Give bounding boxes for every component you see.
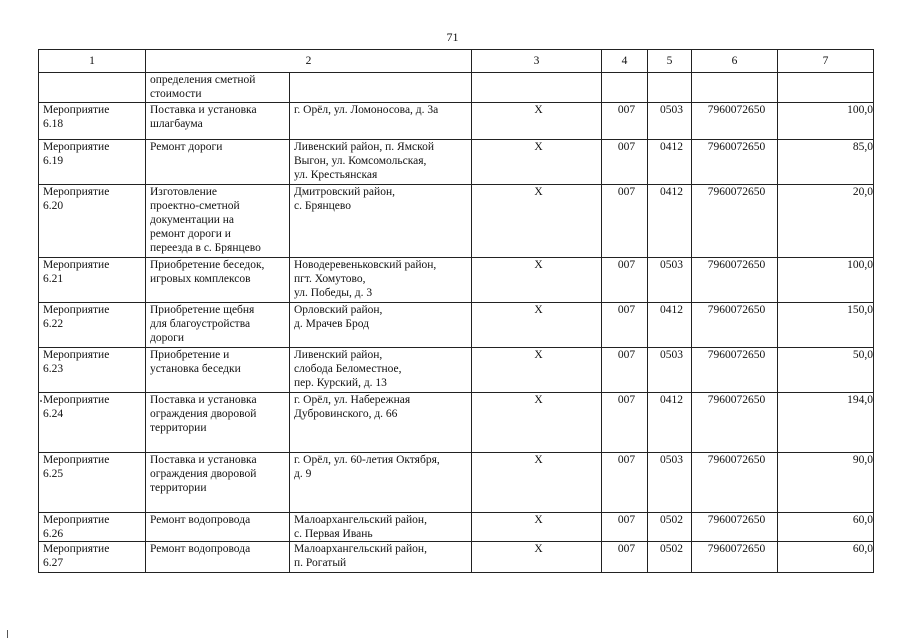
cell-event-id-line: Мероприятие — [43, 543, 110, 555]
cell-event-description-line: ремонт дороги и — [150, 228, 231, 240]
cell-col6: 7960072650 — [692, 185, 778, 258]
cell-event-address-line: пгт. Хомутово, — [294, 273, 366, 285]
cell-event-id — [39, 140, 146, 185]
header-cell-2: 2 — [146, 50, 472, 73]
cell-event-id-line: Мероприятие — [43, 454, 110, 466]
cell-col3 — [472, 73, 602, 103]
cell-event-description-line: Ремонт водопровода — [150, 543, 251, 555]
cell-col5: 0502 — [648, 542, 692, 573]
cell-event-address-line: д. Мрачев Брод — [294, 318, 370, 330]
cell-amount: 50,0 — [778, 348, 874, 393]
cell-amount: 60,0 — [778, 542, 874, 573]
cell-event-id-line: 6.24 — [43, 408, 64, 420]
budget-table — [38, 49, 874, 573]
cell-amount: 194,0 — [778, 393, 874, 453]
cell-event-address — [290, 140, 472, 185]
cell-event-description-line: Ремонт дороги — [150, 141, 223, 153]
cell-col5: 0412 — [648, 303, 692, 348]
cell-col5: 0412 — [648, 185, 692, 258]
cell-event-address — [290, 73, 472, 103]
cell-col4: 007 — [602, 303, 648, 348]
cell-amount: 100,0 — [778, 103, 874, 140]
cell-event-description-line: Поставка и установка — [150, 104, 257, 116]
cell-event-address-line: пер. Курский, д. 13 — [294, 377, 387, 389]
cell-event-id-line: Мероприятие — [43, 514, 110, 526]
cell-event-description-line: переезда в с. Брянцево — [150, 242, 261, 254]
cell-event-address-line: Новодеревеньковский район, — [294, 259, 437, 271]
cell-event-id — [39, 393, 146, 453]
cell-event-address-line: г. Орёл, ул. Ломоносова, д. 3а — [294, 104, 439, 116]
cell-col5: 0503 — [648, 453, 692, 513]
cell-event-description-line: документации на — [150, 214, 235, 226]
cell-event-id-line: Мероприятие — [43, 186, 110, 198]
table-body — [39, 50, 874, 573]
cell-col4: 007 — [602, 513, 648, 542]
cell-event-id-line: 6.20 — [43, 200, 64, 212]
cell-event-description-line: шлагбаума — [150, 118, 203, 130]
cell-event-description — [146, 393, 290, 453]
cell-event-description — [146, 303, 290, 348]
cell-event-address-line: ул. Крестьянская — [294, 169, 378, 181]
header-cell-6: 6 — [692, 50, 778, 73]
cell-event-id-line: 6.27 — [43, 557, 64, 569]
cell-event-description — [146, 258, 290, 303]
cell-event-address-line: п. Рогатый — [294, 557, 347, 569]
cell-event-id-line: Мероприятие — [43, 104, 110, 116]
cell-col3: X — [472, 258, 602, 303]
cell-event-description-line: дороги — [150, 332, 184, 344]
cell-col4 — [602, 73, 648, 103]
cell-col5: 0503 — [648, 258, 692, 303]
header-cell-1: 1 — [39, 50, 146, 73]
cell-col4: 007 — [602, 258, 648, 303]
cell-event-address-line: г. Орёл, ул. Набережная — [294, 394, 411, 406]
cell-col3: X — [472, 185, 602, 258]
cell-event-id-line: 6.18 — [43, 118, 64, 130]
table-row — [39, 73, 874, 103]
cell-col3: X — [472, 303, 602, 348]
cell-event-address-line: Ливенский район, — [294, 349, 383, 361]
cell-event-description-line: Приобретение и — [150, 349, 230, 361]
cell-event-description — [146, 140, 290, 185]
cell-event-address-line: слобода Беломестное, — [294, 363, 402, 375]
cell-event-address — [290, 303, 472, 348]
header-cell-5: 5 — [648, 50, 692, 73]
cell-event-id-line: 6.22 — [43, 318, 64, 330]
table-row — [39, 453, 874, 513]
table-row — [39, 303, 874, 348]
cell-amount: 85,0 — [778, 140, 874, 185]
cell-amount: 20,0 — [778, 185, 874, 258]
cell-event-address — [290, 258, 472, 303]
cell-event-description — [146, 453, 290, 513]
cell-amount: 100,0 — [778, 258, 874, 303]
table-row — [39, 393, 874, 453]
cell-event-description-line: территории — [150, 422, 207, 434]
cell-event-description — [146, 185, 290, 258]
cell-event-id-line: 6.19 — [43, 155, 64, 167]
cell-col6: 7960072650 — [692, 303, 778, 348]
cell-event-id — [39, 513, 146, 542]
cell-event-id-line: 6.25 — [43, 468, 64, 480]
cell-event-id-line: 6.26 — [43, 528, 64, 540]
cell-col4: 007 — [602, 103, 648, 140]
cell-event-id — [39, 303, 146, 348]
cell-event-address — [290, 185, 472, 258]
cell-event-id — [39, 542, 146, 573]
cell-event-id-line: Мероприятие — [43, 349, 110, 361]
cell-col4: 007 — [602, 542, 648, 573]
cell-event-id-line: Мероприятие — [43, 259, 110, 271]
header-cell-7: 7 — [778, 50, 874, 73]
page-number: 71 — [446, 30, 459, 44]
cell-event-description — [146, 73, 290, 103]
cell-event-id — [39, 258, 146, 303]
cell-event-description — [146, 103, 290, 140]
header-row — [39, 50, 874, 73]
cell-event-description-line: Поставка и установка — [150, 454, 257, 466]
cell-event-description-line: Поставка и установка — [150, 394, 257, 406]
cell-event-address-line: Ливенский район, п. Ямской — [294, 141, 434, 153]
cell-col6 — [692, 73, 778, 103]
cell-col3: X — [472, 393, 602, 453]
table-row — [39, 542, 874, 573]
cell-event-description-line: Приобретение щебня — [150, 304, 255, 316]
cell-event-description-line: Ремонт водопровода — [150, 514, 251, 526]
cell-event-address — [290, 542, 472, 573]
cell-event-address-line: Малоархангельский район, — [294, 543, 427, 555]
cell-event-address-line: Орловский район, — [294, 304, 383, 316]
cell-col3: X — [472, 103, 602, 140]
cell-col5: 0503 — [648, 348, 692, 393]
cell-col4: 007 — [602, 140, 648, 185]
cell-event-description-line: Приобретение беседок, — [150, 259, 265, 271]
cell-col6: 7960072650 — [692, 140, 778, 185]
cell-event-address — [290, 348, 472, 393]
table-row — [39, 513, 874, 542]
cell-col4: 007 — [602, 393, 648, 453]
table-row — [39, 185, 874, 258]
cell-event-address — [290, 393, 472, 453]
cell-event-id-line: Мероприятие — [43, 304, 110, 316]
cell-amount: 150,0 — [778, 303, 874, 348]
cell-event-id-line: Мероприятие — [43, 141, 110, 153]
cell-event-description-line: проектно-сметной — [150, 200, 240, 212]
cell-col6: 7960072650 — [692, 542, 778, 573]
cell-event-address-line: Дубровинского, д. 66 — [294, 408, 398, 420]
table-row — [39, 348, 874, 393]
cell-col5: 0412 — [648, 393, 692, 453]
cell-event-description-line: Изготовление — [150, 186, 218, 198]
cell-event-address-line: Дмитровский район, — [294, 186, 395, 198]
cell-col4: 007 — [602, 453, 648, 513]
cell-event-description-line: установка беседки — [150, 363, 241, 375]
cell-col4: 007 — [602, 185, 648, 258]
cell-col6: 7960072650 — [692, 103, 778, 140]
cell-event-description-line: территории — [150, 482, 207, 494]
cell-event-id-line: Мероприятие — [43, 394, 110, 406]
cell-col3: X — [472, 542, 602, 573]
cell-event-id — [39, 348, 146, 393]
scan-dust-dot — [40, 400, 42, 402]
cell-col3: X — [472, 348, 602, 393]
cell-col6: 7960072650 — [692, 453, 778, 513]
cell-col5: 0503 — [648, 103, 692, 140]
cell-event-address-line: Малоархангельский район, — [294, 514, 427, 526]
cell-event-address-line: с. Первая Ивань — [294, 528, 373, 540]
cell-col6: 7960072650 — [692, 513, 778, 542]
cell-event-address — [290, 513, 472, 542]
scan-edge-mark — [7, 630, 8, 638]
cell-col4: 007 — [602, 348, 648, 393]
cell-event-description — [146, 348, 290, 393]
header-cell-4: 4 — [602, 50, 648, 73]
cell-event-address — [290, 453, 472, 513]
cell-event-address-line: д. 9 — [294, 468, 312, 480]
cell-event-id — [39, 73, 146, 103]
cell-event-description-line: ограждения дворовой — [150, 468, 257, 480]
cell-event-description-line: ограждения дворовой — [150, 408, 257, 420]
cell-event-description-line: стоимости — [150, 88, 202, 100]
cell-col3: X — [472, 453, 602, 513]
cell-event-description — [146, 542, 290, 573]
cell-col6: 7960072650 — [692, 348, 778, 393]
cell-event-description-line: определения сметной — [150, 74, 256, 86]
cell-event-id-line: 6.21 — [43, 273, 64, 285]
cell-col5 — [648, 73, 692, 103]
cell-event-address-line: г. Орёл, ул. 60-летия Октября, — [294, 454, 440, 466]
header-cell-3: 3 — [472, 50, 602, 73]
cell-event-address-line: с. Брянцево — [294, 200, 352, 212]
cell-event-description-line: игровых комплексов — [150, 273, 251, 285]
cell-amount: 90,0 — [778, 453, 874, 513]
cell-col3: X — [472, 140, 602, 185]
cell-event-id — [39, 453, 146, 513]
cell-event-address-line: Выгон, ул. Комсомольская, — [294, 155, 427, 167]
cell-col6: 7960072650 — [692, 258, 778, 303]
cell-event-id — [39, 185, 146, 258]
cell-event-id — [39, 103, 146, 140]
cell-event-description — [146, 513, 290, 542]
cell-event-id-line: 6.23 — [43, 363, 64, 375]
cell-event-address-line: ул. Победы, д. 3 — [294, 287, 373, 299]
table-row — [39, 140, 874, 185]
cell-col3: X — [472, 513, 602, 542]
cell-amount: 60,0 — [778, 513, 874, 542]
cell-col5: 0502 — [648, 513, 692, 542]
cell-col5: 0412 — [648, 140, 692, 185]
table-row — [39, 258, 874, 303]
table-row — [39, 103, 874, 140]
cell-col6: 7960072650 — [692, 393, 778, 453]
cell-event-description-line: для благоустройства — [150, 318, 251, 330]
cell-amount — [778, 73, 874, 103]
cell-event-address — [290, 103, 472, 140]
